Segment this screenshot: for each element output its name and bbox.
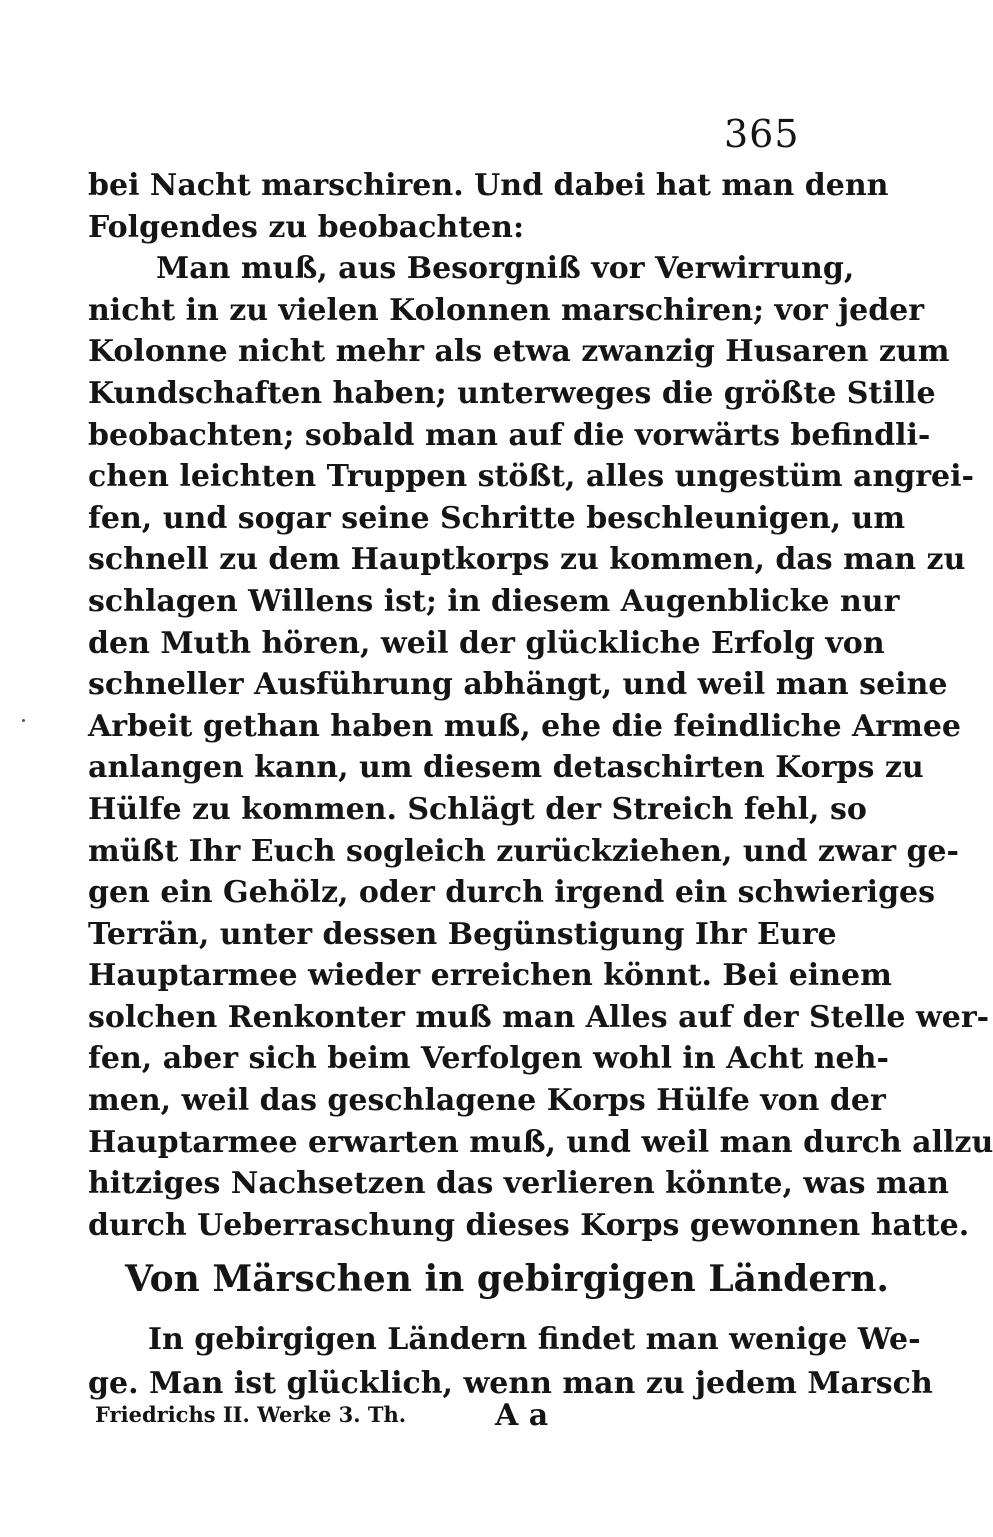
printer-signature: Friedrichs II. Werke 3. Th. — [95, 1402, 407, 1427]
text-line: ge. Man ist glücklich, wenn man zu jedem Marsch — [88, 1366, 933, 1401]
text-line: müßt Ihr Euch sogleich zurückziehen, und zwar ge- — [88, 833, 959, 869]
margin-speck — [22, 719, 25, 722]
text-line: Kolonne nicht mehr als etwa zwanzig Husaren zum — [88, 334, 950, 370]
page-number: 365 — [724, 112, 800, 156]
text-line: nicht in zu vielen Kolonnen marschiren; vor jeder — [88, 292, 925, 328]
text-line: Kundschaften haben; unterweges die größte Stille — [88, 375, 936, 411]
text-line: In gebirgigen Ländern findet man wenige We- — [148, 1322, 921, 1357]
text-line: den Muth hören, weil der glückliche Erfolg von — [88, 625, 885, 661]
text-line: schneller Ausführung abhängt, und weil man seine — [88, 667, 948, 703]
section-heading: Von Märschen in gebirgigen Ländern. — [125, 1258, 889, 1300]
text-line: Man muß, aus Besorgniß vor Verwirrung, — [156, 251, 855, 287]
text-line: Hauptarmee wieder erreichen könnt. Bei einem — [88, 958, 892, 994]
text-line: hitziges Nachsetzen das verlieren könnte, was man — [88, 1166, 949, 1202]
text-line: beobachten; sobald man auf die vorwärts befindli- — [88, 417, 931, 453]
text-line: fen, aber sich beim Verfolgen wohl in Acht neh- — [88, 1041, 889, 1077]
text-line: schlagen Willens ist; in diesem Augenblicke nur — [88, 583, 900, 619]
sheet-mark: A a — [495, 1398, 549, 1433]
text-line: Folgendes zu beobachten: — [88, 209, 525, 245]
text-line: men, weil das geschlagene Korps Hülfe von der — [88, 1083, 886, 1119]
text-line: Hauptarmee erwarten muß, und weil man durch allzu — [88, 1124, 993, 1160]
text-line: gen ein Gehölz, oder durch irgend ein schwieriges — [88, 875, 936, 911]
text-line: chen leichten Truppen stößt, alles ungestüm angrei- — [88, 459, 974, 495]
paragraph-2 — [88, 1318, 933, 1406]
text-line: solchen Renkonter muß man Alles auf der Stelle wer- — [88, 999, 990, 1035]
text-line: anlangen kann, um diesem detaschirten Korps zu — [88, 750, 924, 786]
text-line: bei Nacht marschiren. Und dabei hat man denn — [88, 168, 889, 203]
text-line: durch Ueberraschung dieses Korps gewonnen hatte. — [88, 1207, 970, 1243]
text-line: fen, und sogar seine Schritte beschleunigen, um — [88, 500, 906, 536]
paragraph-1 — [88, 165, 993, 1246]
text-line: Hülfe zu kommen. Schlägt der Streich fehl, so — [88, 791, 867, 827]
text-line: Terrän, unter dessen Begünstigung Ihr Eure — [88, 916, 837, 952]
page-footer — [95, 1398, 565, 1438]
text-line: Arbeit gethan haben muß, ehe die feindliche Armee — [88, 708, 961, 744]
text-line: schnell zu dem Hauptkorps zu kommen, das man zu — [88, 542, 966, 578]
